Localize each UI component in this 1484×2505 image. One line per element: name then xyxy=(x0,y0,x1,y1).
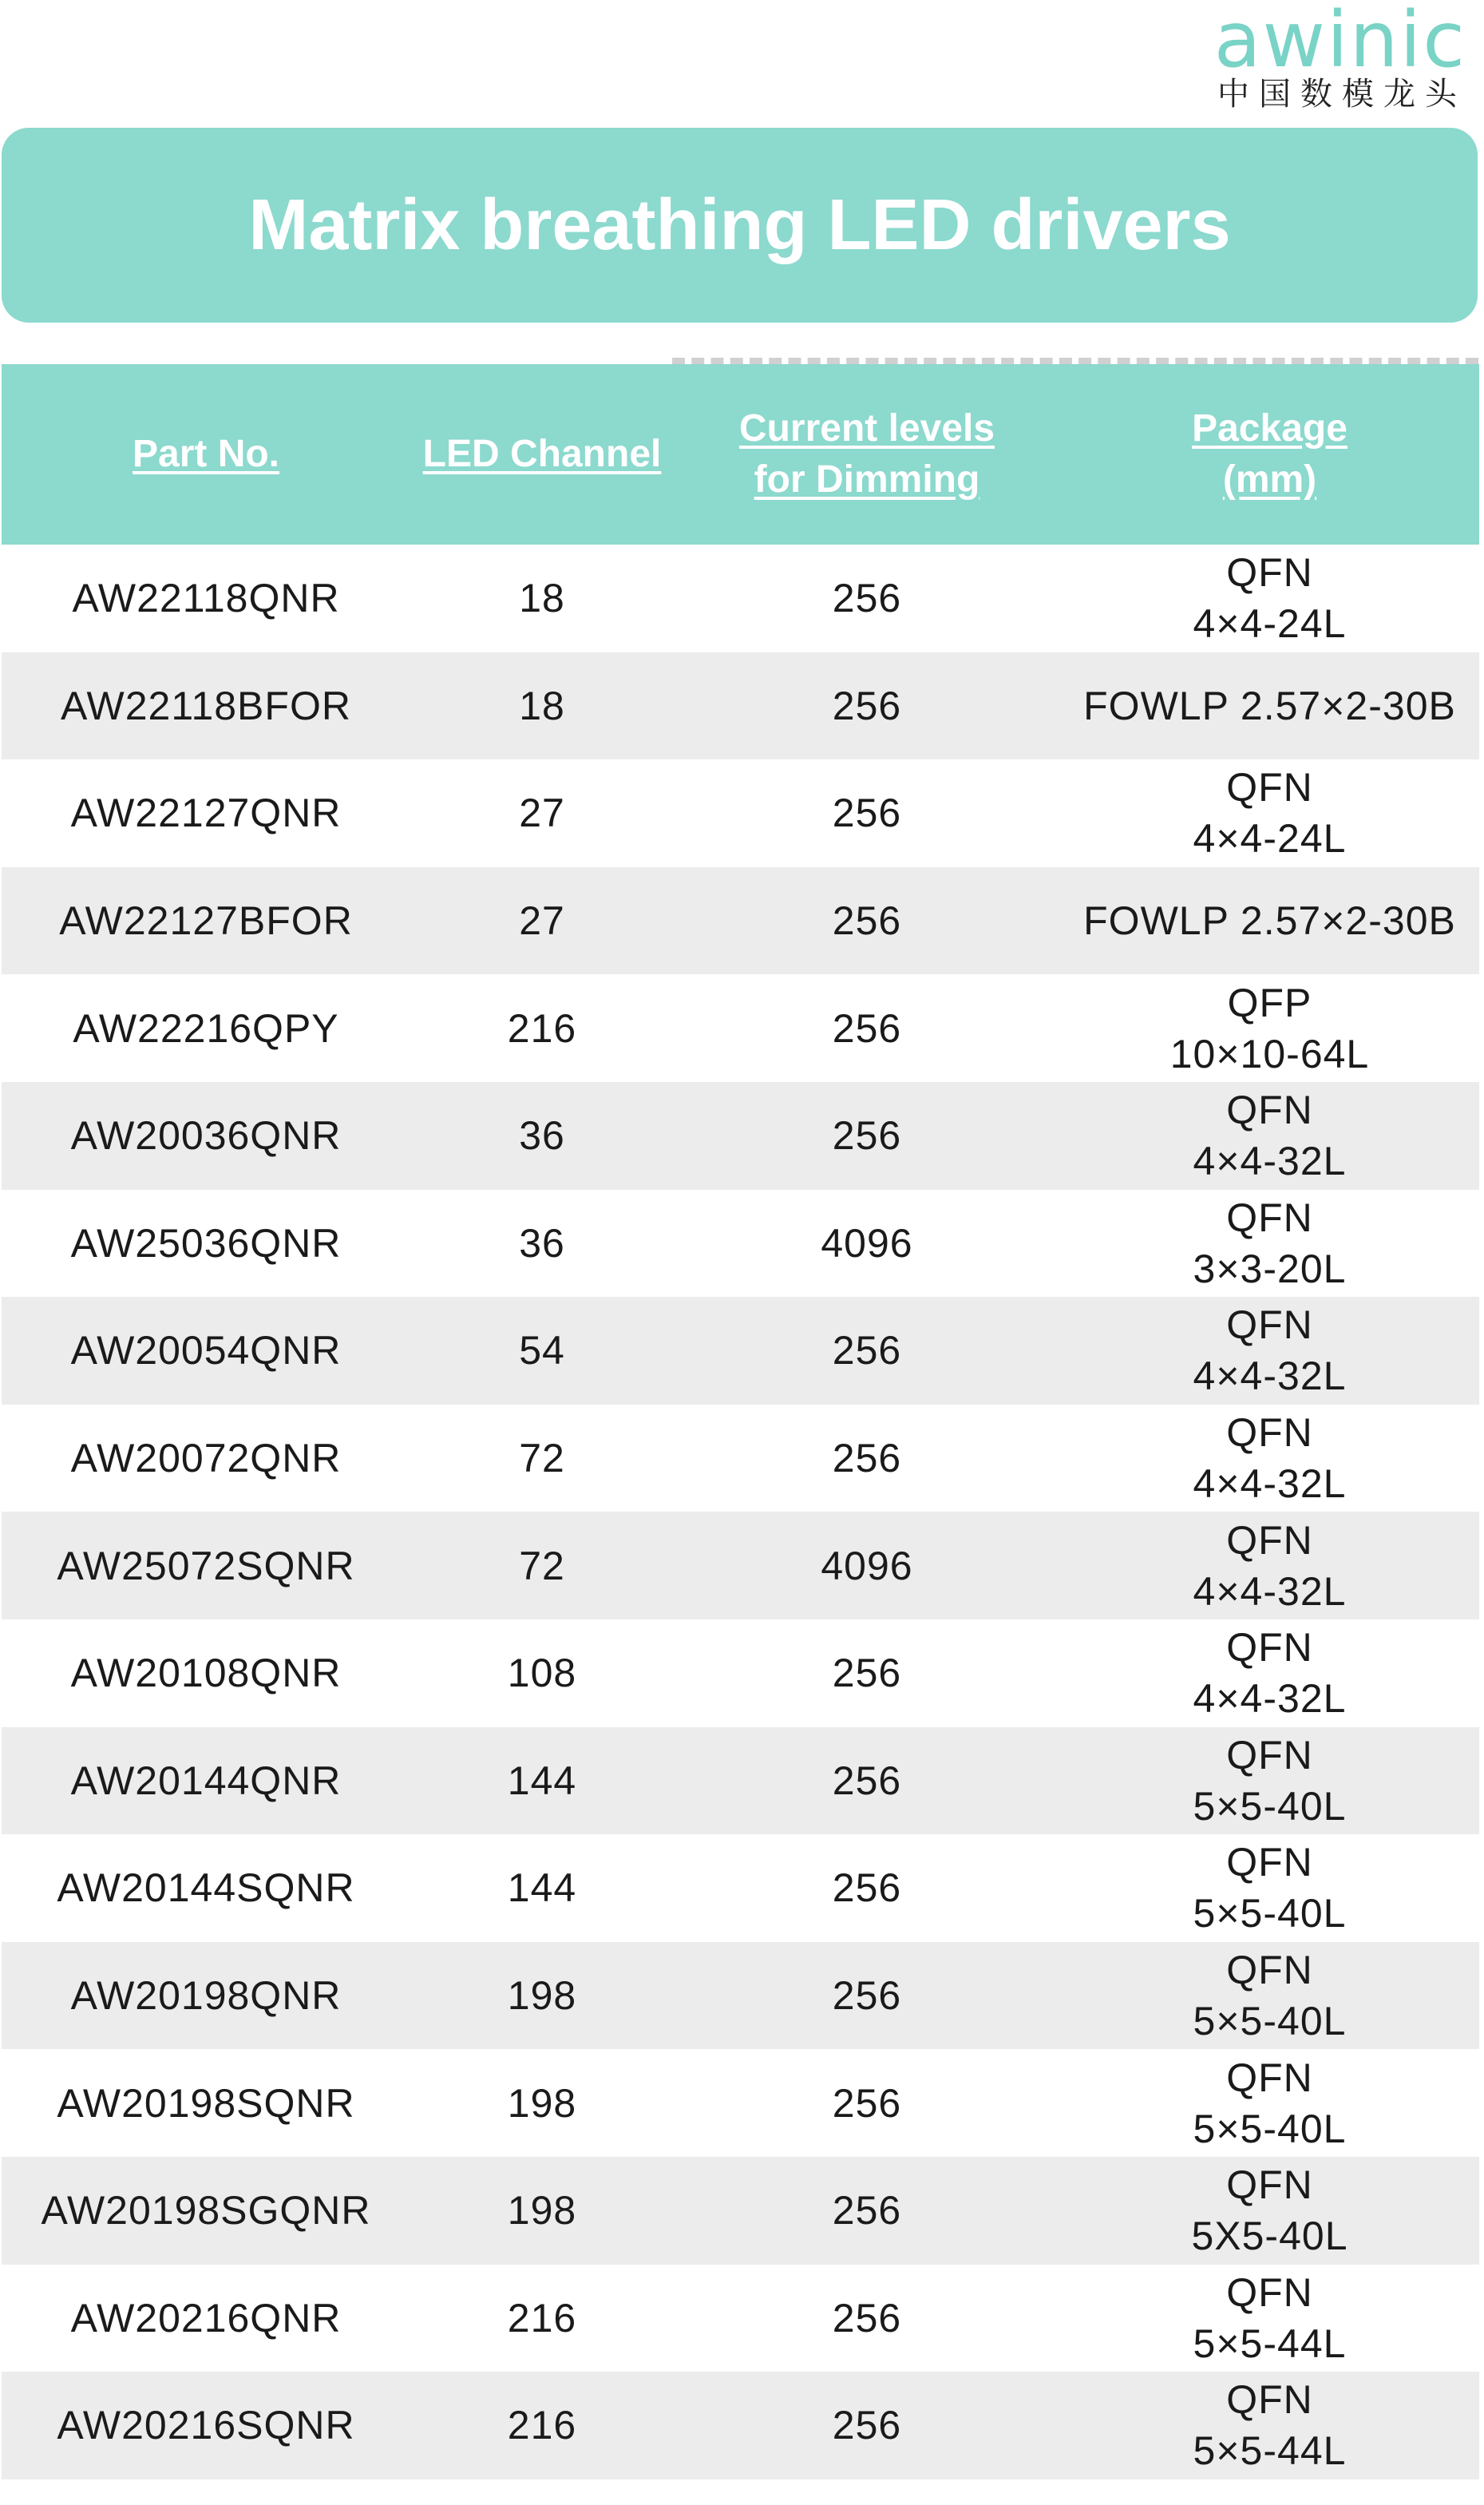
cell-package-line2: 5×5-40L xyxy=(1193,1783,1347,1829)
cell-current-levels: 256 xyxy=(832,1005,902,1051)
header-package[interactable] xyxy=(1060,364,1479,545)
cell-package xyxy=(1060,1834,1479,1942)
cell-led-channel: 72 xyxy=(519,1436,565,1481)
cell-part-no: AW20216QNR xyxy=(70,2295,342,2341)
cell-led-channel: 72 xyxy=(519,1543,565,1588)
table-row xyxy=(2,1512,1479,1619)
cell-led-channel: 27 xyxy=(519,791,565,836)
cell-part-no: AW20198QNR xyxy=(70,1973,342,2019)
cell-package xyxy=(1060,867,1479,975)
table-row xyxy=(2,2157,1479,2265)
cell-package-line2: 3×3-20L xyxy=(1193,1246,1347,1291)
cell-led-channel: 198 xyxy=(507,2080,577,2126)
header-current-levels-line1[interactable]: Current levels xyxy=(738,407,995,450)
cell-part-no: AW22118BFOR xyxy=(61,683,351,728)
cell-package-line1: QFN xyxy=(1226,1625,1313,1671)
cell-led-channel: 27 xyxy=(519,898,565,944)
cell-current-levels: 256 xyxy=(832,1865,902,1911)
cell-led-channel: 198 xyxy=(507,1973,577,2019)
cell-package-line2: 4×4-32L xyxy=(1193,1139,1347,1184)
cell-current-levels: 256 xyxy=(832,1973,902,2019)
cell-package xyxy=(1060,2265,1479,2372)
table-header xyxy=(2,364,1479,545)
cell-package-line2: 4×4-24L xyxy=(1193,601,1347,647)
cell-current-levels: 256 xyxy=(832,1651,902,1696)
cell-led-channel: 216 xyxy=(507,1005,577,1051)
table-row xyxy=(2,2265,1479,2372)
cell-part-no: AW22127QNR xyxy=(70,791,342,836)
header-current-levels[interactable] xyxy=(674,364,1060,545)
cell-part-no: AW20144SQNR xyxy=(57,1865,355,1911)
cell-part-no: AW22127BFOR xyxy=(59,898,353,944)
cell-current-levels: 256 xyxy=(832,2188,902,2233)
cell-package-line2: 5×5-44L xyxy=(1193,2321,1347,2366)
cell-package-line1: QFN xyxy=(1226,1410,1313,1456)
cell-led-channel: 18 xyxy=(519,576,565,621)
cell-package xyxy=(1060,1942,1479,2050)
cell-package xyxy=(1060,1512,1479,1619)
table-row xyxy=(2,1190,1479,1298)
table-row xyxy=(2,867,1479,975)
cell-package xyxy=(1060,2157,1479,2265)
cell-package xyxy=(1060,545,1479,652)
cell-part-no: AW25072SQNR xyxy=(57,1543,355,1588)
cell-led-channel: 216 xyxy=(507,2403,577,2448)
cell-package-line2: 4×4-24L xyxy=(1193,816,1347,862)
cell-package-line1: FOWLP 2.57×2-30B xyxy=(1083,683,1456,728)
table-row xyxy=(2,545,1479,652)
cell-package-line1: QFN xyxy=(1226,1302,1313,1348)
cell-current-levels: 4096 xyxy=(821,1220,913,1266)
header-part-no[interactable] xyxy=(2,364,410,545)
cell-package-line2: 5×5-40L xyxy=(1193,1891,1347,1936)
table-row xyxy=(2,2049,1479,2157)
title-banner xyxy=(2,128,1478,323)
cell-package-line2: 10×10-64L xyxy=(1169,1031,1370,1076)
cell-current-levels: 256 xyxy=(832,1328,902,1373)
cell-package xyxy=(1060,759,1479,867)
cell-led-channel: 144 xyxy=(507,1758,577,1803)
cell-package xyxy=(1060,1619,1479,1727)
table-row xyxy=(2,1727,1479,1835)
cell-package-line1: QFN xyxy=(1226,2377,1313,2423)
dashed-divider xyxy=(672,358,1478,364)
table-row xyxy=(2,2372,1479,2479)
cell-package-line1: QFN xyxy=(1226,550,1313,596)
cell-current-levels: 256 xyxy=(832,2295,902,2341)
cell-package-line2: 5×5-40L xyxy=(1193,2106,1347,2151)
awinic-logo xyxy=(1203,0,1466,113)
cell-led-channel: 54 xyxy=(519,1328,565,1373)
cell-current-levels: 256 xyxy=(832,1758,902,1803)
cell-led-channel: 216 xyxy=(507,2295,577,2341)
table-row xyxy=(2,1405,1479,1512)
cell-package-line1: QFN xyxy=(1226,2055,1313,2100)
logo-subtitle: 中国数模龙头 xyxy=(1217,76,1466,113)
cell-package xyxy=(1060,1727,1479,1835)
cell-part-no: AW20198SGQNR xyxy=(41,2188,371,2233)
cell-part-no: AW25036QNR xyxy=(70,1220,342,1266)
cell-package-line1: FOWLP 2.57×2-30B xyxy=(1083,898,1456,944)
cell-part-no: AW20054QNR xyxy=(70,1328,342,1373)
table-row xyxy=(2,1297,1479,1405)
cell-package-line1: QFN xyxy=(1226,1732,1313,1778)
cell-package-line1: QFN xyxy=(1226,765,1313,811)
cell-part-no: AW22118QNR xyxy=(72,576,340,621)
table-row xyxy=(2,1082,1479,1190)
cell-package xyxy=(1060,652,1479,760)
cell-current-levels: 256 xyxy=(832,2403,902,2448)
cell-package-line1: QFN xyxy=(1226,2269,1313,2315)
cell-package-line1: QFN xyxy=(1226,2162,1313,2208)
cell-part-no: AW20036QNR xyxy=(70,1113,342,1159)
cell-part-no: AW20216SQNR xyxy=(57,2403,355,2448)
cell-package xyxy=(1060,974,1479,1082)
cell-led-channel: 198 xyxy=(507,2188,577,2233)
table-row xyxy=(2,1619,1479,1727)
page-title: Matrix breathing LED drivers xyxy=(248,184,1231,265)
cell-led-channel: 18 xyxy=(519,683,565,728)
table-body xyxy=(2,545,1479,2479)
table-row xyxy=(2,759,1479,867)
cell-current-levels: 4096 xyxy=(821,1543,913,1588)
table-row xyxy=(2,1834,1479,1942)
product-table xyxy=(2,364,1479,2479)
cell-package-line2: 4×4-32L xyxy=(1193,1568,1347,1614)
cell-part-no: AW20072QNR xyxy=(70,1436,342,1481)
cell-package-line2: 4×4-32L xyxy=(1193,1676,1347,1722)
cell-current-levels: 256 xyxy=(832,1113,902,1159)
cell-current-levels: 256 xyxy=(832,2080,902,2126)
cell-current-levels: 256 xyxy=(832,1436,902,1481)
header-current-levels-line2[interactable]: for Dimming xyxy=(754,458,980,501)
cell-part-no: AW20198SQNR xyxy=(57,2080,355,2126)
cell-package xyxy=(1060,1190,1479,1298)
cell-package-line2: 5×5-44L xyxy=(1193,2428,1347,2474)
cell-led-channel: 108 xyxy=(507,1651,577,1696)
cell-led-channel: 36 xyxy=(519,1220,565,1266)
cell-package-line1: QFP xyxy=(1227,980,1312,1025)
cell-package-line1: QFN xyxy=(1226,1948,1313,1993)
cell-package-line1: QFN xyxy=(1226,1195,1313,1240)
cell-part-no: AW20108QNR xyxy=(70,1651,342,1696)
cell-package-line2: 5X5-40L xyxy=(1191,2214,1348,2259)
cell-package xyxy=(1060,1405,1479,1512)
cell-package-line1: QFN xyxy=(1226,1517,1313,1563)
cell-led-channel: 144 xyxy=(507,1865,577,1911)
table-row xyxy=(2,974,1479,1082)
cell-package xyxy=(1060,2372,1479,2479)
header-package-line1[interactable]: Package xyxy=(1192,407,1347,450)
cell-package-line2: 4×4-32L xyxy=(1193,1354,1347,1399)
cell-current-levels: 256 xyxy=(832,576,902,621)
logo-wordmark: awinic xyxy=(1213,0,1466,85)
cell-current-levels: 256 xyxy=(832,683,902,728)
cell-package-line2: 5×5-40L xyxy=(1193,1999,1347,2044)
cell-part-no: AW20144QNR xyxy=(70,1758,342,1803)
cell-part-no: AW22216QPY xyxy=(73,1005,339,1051)
cell-package xyxy=(1060,2049,1479,2157)
header-package-line2[interactable]: (mm) xyxy=(1222,458,1317,501)
table-row xyxy=(2,652,1479,760)
header-led-channel-label[interactable]: LED Channel xyxy=(422,433,662,475)
cell-package-line1: QFN xyxy=(1226,1840,1313,1885)
cell-package-line1: QFN xyxy=(1226,1088,1313,1133)
cell-package xyxy=(1060,1297,1479,1405)
cell-led-channel: 36 xyxy=(519,1113,565,1159)
cell-current-levels: 256 xyxy=(832,791,902,836)
cell-package xyxy=(1060,1082,1479,1190)
table-row xyxy=(2,1942,1479,2050)
header-led-channel[interactable] xyxy=(410,364,674,545)
cell-package-line2: 4×4-32L xyxy=(1193,1461,1347,1507)
cell-current-levels: 256 xyxy=(832,898,902,944)
header-part-no-label[interactable]: Part No. xyxy=(132,433,280,475)
